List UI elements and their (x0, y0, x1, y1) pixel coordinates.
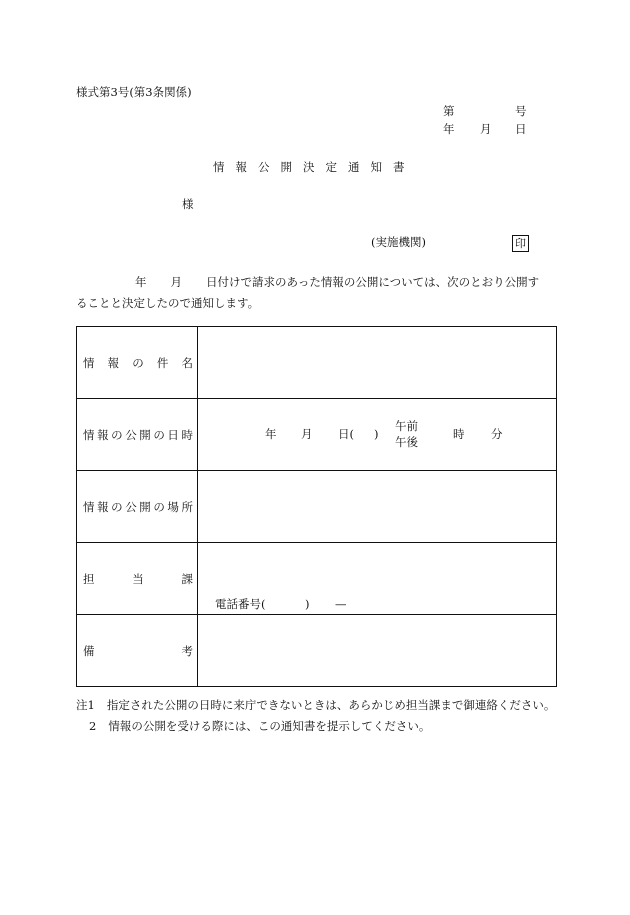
datetime-value-cell (198, 399, 557, 471)
dt-month: 月 (301, 427, 313, 441)
seal-stamp: 印 (512, 235, 529, 252)
label-place: 情 報 の 公 開 の 場 所 (83, 499, 193, 514)
table-row (77, 543, 557, 615)
phone-paren-close: ) (305, 597, 310, 611)
place-value-cell (198, 471, 557, 543)
note-1-num: 注1 (76, 698, 95, 712)
remarks-value-cell (198, 615, 557, 687)
dt-day: 日( (338, 427, 354, 441)
row-label-cell (77, 327, 198, 399)
notice-table (76, 326, 557, 687)
date-day: 日 (515, 122, 527, 136)
dt-paren-close: ) (374, 427, 379, 441)
table-row (77, 327, 557, 399)
issuer-label: (実施機関) (371, 235, 426, 249)
body-month: 月 (170, 275, 182, 289)
row-label-cell (77, 615, 198, 687)
note-2 (76, 716, 430, 737)
phone-dash: — (335, 597, 347, 611)
body-paragraph (76, 272, 558, 314)
body-text-1: 日付けで請求のあった情報の公開については、次のとおり公開す (206, 275, 540, 289)
subject-value-cell (198, 327, 557, 399)
note-1 (76, 695, 555, 716)
dt-pm: 午後 (395, 435, 418, 449)
label-remarks: 備 考 (83, 643, 193, 658)
table-row (77, 471, 557, 543)
doc-no-prefix: 第 (443, 104, 455, 118)
date-month: 月 (480, 122, 492, 136)
note-2-num: 2 (89, 719, 97, 733)
department-value-cell (198, 543, 557, 615)
label-datetime: 情 報 の 公 開 の 日 時 (83, 427, 193, 442)
dt-hour: 時 (453, 427, 465, 441)
note-1-text: 指定された公開の日時に来庁できないときは、あらかじめ担当課まで御連絡ください。 (106, 698, 556, 712)
form-number: 様式第3号(第3条関係) (76, 85, 192, 99)
doc-no-suffix: 号 (515, 104, 527, 118)
label-subject: 情 報 の 件 名 (83, 355, 193, 370)
dt-minute: 分 (491, 427, 503, 441)
dt-year: 年 (265, 427, 277, 441)
dt-am: 午前 (395, 419, 418, 433)
note-2-text: 情報の公開を受ける際には、この通知書を提示してください。 (108, 719, 431, 733)
label-department: 担 当 課 (83, 571, 193, 586)
body-text-2: ることと決定したので通知します。 (76, 296, 260, 310)
row-label-cell (77, 399, 198, 471)
row-label-cell (77, 471, 198, 543)
table-row (77, 399, 557, 471)
row-label-cell (77, 543, 198, 615)
phone-label: 電話番号( (215, 597, 266, 611)
body-year: 年 (135, 275, 147, 289)
table-row (77, 615, 557, 687)
document-title: 情報公開決定通知書 (213, 160, 416, 174)
date-year: 年 (443, 122, 455, 136)
addressee-suffix: 様 (182, 197, 194, 211)
